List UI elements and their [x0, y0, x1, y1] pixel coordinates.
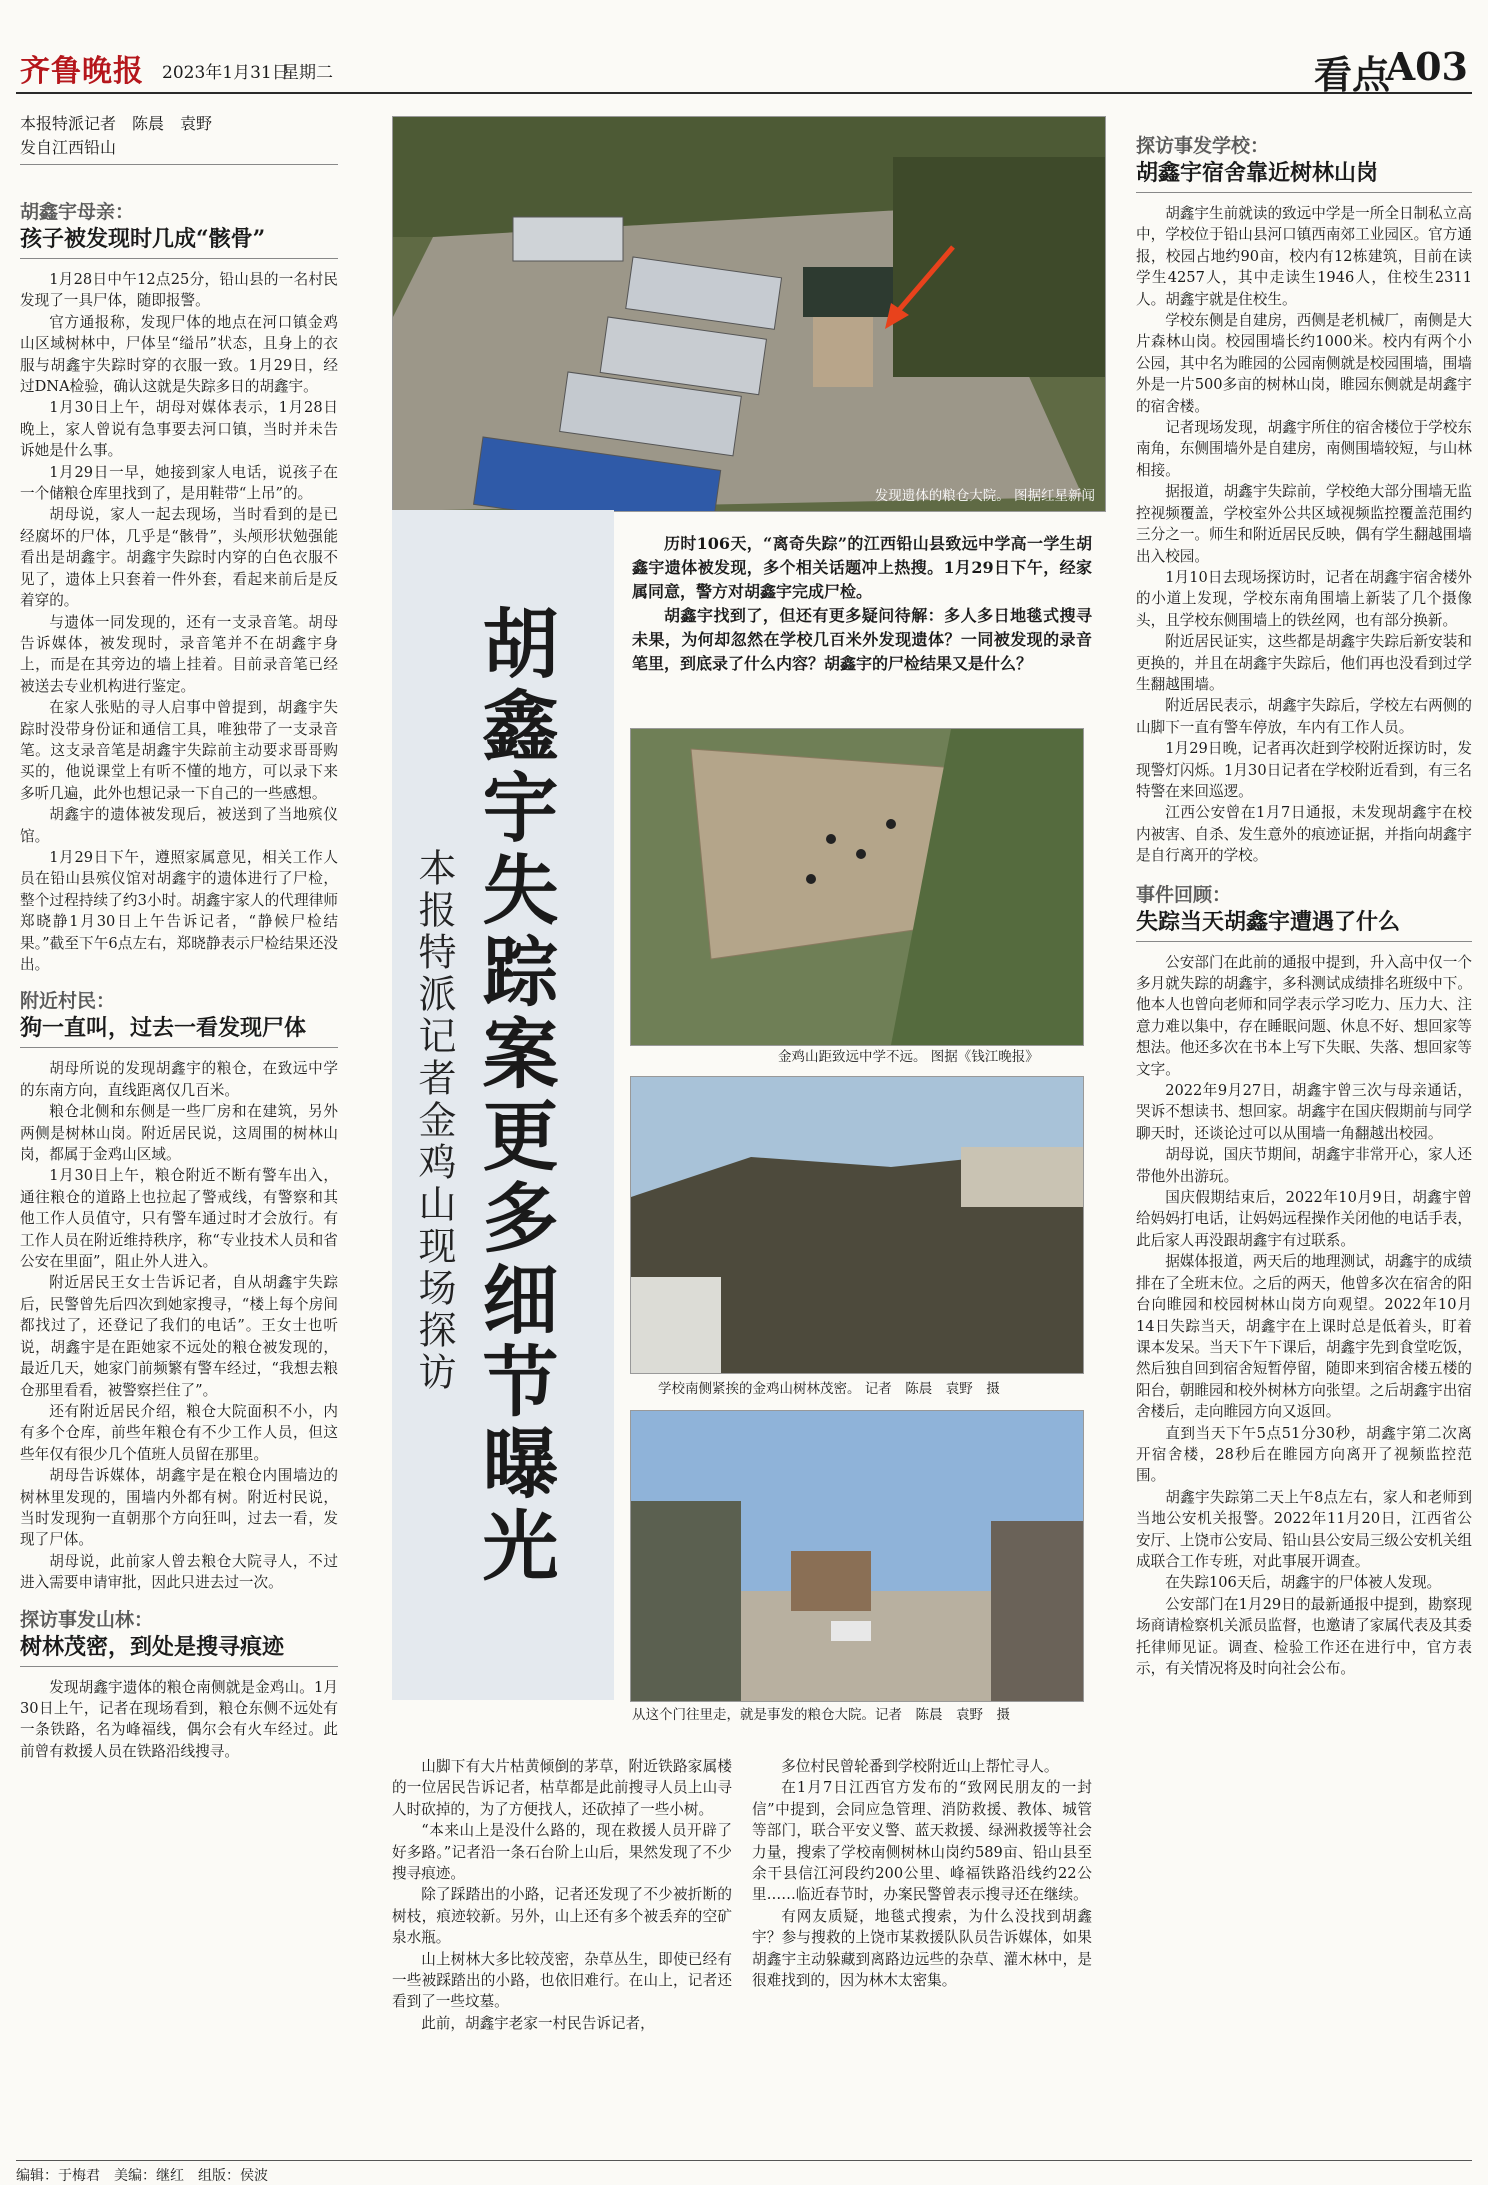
- paragraph: 国庆假期结束后，2022年10月9日，胡鑫宇曾给妈妈打电话，让妈妈远程操作关闭他的电话手表，此后家人再没跟胡鑫宇有过联系。: [1136, 1189, 1472, 1249]
- paragraph: 此前，胡鑫宇老家一村民告诉记者，: [421, 2014, 655, 2032]
- section-tag: 附近村民：: [20, 990, 116, 1013]
- paragraph: 附近居民表示，胡鑫宇失踪后，学校左右两侧的山脚下一直有警车停放，车内有工作人员。: [1136, 697, 1472, 736]
- paragraph: 山上树林大多比较茂密，杂草丛生，即使已经有一些被踩踏出的小路，也依旧难行。在山上，记者还看到了一些坟墓。: [392, 1950, 732, 2011]
- section-tag: 事件回顾：: [1136, 883, 1232, 906]
- section-heading: 胡鑫宇宿舍靠近树林山岗: [1136, 158, 1472, 193]
- paragraph: 1月28日中午12点25分，铅山县的一名村民发现了一具尸体，随即报警。: [20, 271, 338, 310]
- granary-aerial-illustration: [393, 117, 1105, 511]
- paragraph: 1月29日一早，她接到家人电话，说孩子在一个储粮仓库里找到了，是用鞋带“上吊”的。: [20, 463, 338, 503]
- headline-subtitle: 本报特派记者金鸡山现场探访: [412, 848, 456, 1394]
- section-heading: 失踪当天胡鑫宇遭遇了什么: [1136, 907, 1472, 942]
- paragraph: 胡母说，此前家人曾去粮仓大院寻人，不过进入需要申请审批，因此只进去过一次。: [20, 1552, 338, 1592]
- section-body: [20, 1058, 338, 1593]
- photo-caption: 从这个门往里走，就是事发的粮仓大院。记者 陈晨 袁野 摄: [632, 1707, 1010, 1723]
- paragraph: 1月10日去现场探访时，记者在胡鑫宇宿舍楼外的小道上发现，学校东南角围墙上新装了几个摄像头，且学校东侧围墙上的铁丝网，也有部分换新。: [1136, 568, 1472, 629]
- section-body: [20, 1677, 338, 1763]
- byline-reporters: 本报特派记者 陈晨 袁野: [20, 114, 213, 133]
- lead-paragraph: 胡鑫宇找到了，但还有更多疑问待解：多人多日地毯式搜寻未果，为何却忽然在学校几百米外发现遗体？一同被发现的录音笔里，到底录了什么内容？胡鑫宇的尸检结果又是什么？: [632, 606, 1092, 673]
- paragraph: 发现胡鑫宇遗体的粮仓南侧就是金鸡山。1月30日上午，记者在现场看到，粮仓东侧不远处有一条铁路，名为峰福线，偶尔会有火车经过。此前曾有救援人员在铁路沿线搜寻。: [20, 1678, 338, 1760]
- byline: [20, 112, 338, 165]
- forest-photo: [630, 1076, 1084, 1374]
- issue-weekday: 星期二: [282, 63, 333, 83]
- section-heading: 树林茂密，到处是搜寻痕迹: [20, 1632, 338, 1667]
- byline-location: 发自江西铅山: [20, 138, 117, 157]
- paragraph: 直到当天下午5点51分30秒，胡鑫宇第二次离开宿舍楼，28秒后在睢园方向离开了视频监控范围。: [1136, 1424, 1472, 1485]
- newspaper-logo: 齐鲁晚报: [20, 54, 144, 89]
- paragraph: 胡鑫宇失踪第二天上午8点左右，家人和老师到当地公安机关报警。2022年11月20日，江西省公安厅、上饶市公安局、铅山县公安局三级公安机关组成联合工作专班，对此事展开调查。: [1136, 1488, 1472, 1570]
- paragraph: “本来山上是没什么路的，现在救援人员开辟了好多路。”记者沿一条石台阶上山后，果然发现了不少搜寻痕迹。: [392, 1822, 732, 1883]
- granary-gate-photo: [630, 1410, 1084, 1702]
- paragraph: 胡母所说的发现胡鑫宇的粮仓，在致远中学的东南方向，直线距离仅几百米。: [20, 1060, 338, 1099]
- paragraph: 据报道，胡鑫宇失踪前，学校绝大部分围墙无监控视频覆盖，学校室外公共区域视频监控覆盖范围约三分之一。师生和附近居民反映，偶有学生翻越围墙出入校园。: [1136, 483, 1472, 565]
- paragraph: 与遗体一同发现的，还有一支录音笔。胡母告诉媒体，被发现时，录音笔并不在胡鑫宇身上，而是在其旁边的墙上挂着。目前录音笔已经被送去专业机构进行鉴定。: [20, 613, 338, 695]
- section-body: [20, 269, 338, 975]
- photo-caption: 学校南侧紧挨的金鸡山树林茂密。 记者 陈晨 袁野 摄: [658, 1381, 1000, 1397]
- paragraph: 在家人张贴的寻人启事中曾提到，胡鑫宇失踪时没带身份证和通信工具，唯独带了一支录音笔。这支录音笔是胡鑫宇失踪前主动要求哥哥购买的，他说课堂上有听不懂的地方，可以录下来多听几遍，此外也想记录一下自己的一些感想。: [20, 699, 338, 802]
- section-tag: 探访事发山林：: [20, 1608, 154, 1631]
- paragraph: 1月30日上午，粮仓附近不断有警车出入，通往粮仓的道路上也拉起了警戒线，有警察和其他工作人员值守，只有警车通过时才会放行。有工作人员在附近维持秩序，称“专业技术人员和省公安在里面”，阻止外人进入。: [20, 1167, 338, 1271]
- paragraph: 公安部门在1月29日的最新通报中提到，勘察现场商请检察机关派员监督，也邀请了家属代表及其委托律师见证。调查、检验工作还在进行中，官方表示，有关情况将及时向社会公布。: [1136, 1595, 1472, 1677]
- paragraph: 多位村民曾轮番到学校附近山上帮忙寻人。: [781, 1758, 1059, 1775]
- paragraph: 胡鑫宇的遗体被发现后，被送到了当地殡仪馆。: [20, 806, 338, 845]
- center-column-2: [752, 1756, 1092, 1991]
- section-heading: 狗一直叫，过去一看发现尸体: [20, 1013, 338, 1048]
- paragraph: 还有附近居民介绍，粮仓大院面积不小，内有多个仓库，前些年粮仓有不少工作人员，但这些年仅有很少几个值班人员留在那里。: [20, 1402, 338, 1463]
- paragraph: 粮仓北侧和东侧是一些厂房和在建筑，另外两侧是树林山岗。附近居民说，这周围的树林山岗，都属于金鸡山区域。: [20, 1103, 338, 1164]
- page-number: A03: [1385, 44, 1468, 89]
- lead-paragraph: 历时106天，“离奇失踪”的江西铅山县致远中学高一学生胡鑫宇遗体被发现，多个相关话题冲上热搜。1月29日下午，经家属同意，警方对胡鑫宇完成尸检。: [632, 534, 1092, 601]
- right-column: [1136, 134, 1472, 1679]
- paragraph: 官方通报称，发现尸体的地点在河口镇金鸡山区域树林中，尸体呈“缢吊”状态，且身上的衣服与胡鑫宇失踪时穿的衣服一致。1月29日，经过DNA检验，确认这就是失踪多日的胡鑫宇。: [20, 313, 338, 396]
- paragraph: 江西公安曾在1月7日通报，未发现胡鑫宇在校内被害、自杀、发生意外的痕迹证据，并指向胡鑫宇是自行离开的学校。: [1136, 804, 1472, 865]
- footer-credits: 编辑：于梅君 美编：继红 组版：侯波: [16, 2160, 1472, 2185]
- granary-aerial-photo: [392, 116, 1106, 512]
- center-column-1: [392, 1756, 732, 2034]
- masthead: [16, 36, 1472, 97]
- paragraph: 在1月7日江西官方发布的“致网民朋友的一封信”中提到，会同应急管理、消防救援、教体、城管等部门，联合平安义警、蓝天救援、绿洲救援等社会力量，搜索了学校南侧树林山岗约589亩、铅山县至余干县信江河段约200公里、峰福铁路沿线约22公里……临近春节时，办案民警曾表示搜寻还在继续。: [752, 1779, 1092, 1904]
- section-tag: 探访事发学校：: [1136, 135, 1270, 157]
- section-heading: 孩子被发现时几成“骸骨”: [20, 224, 338, 259]
- paragraph: 记者现场发现，胡鑫宇所住的宿舍楼位于学校东南角，东侧围墙外是自建房，南侧围墙较短，与山林相接。: [1136, 419, 1472, 479]
- paragraph: 公安部门在此前的通报中提到，升入高中仅一个多月就失踪的胡鑫宇，多科测试成绩排名班级中下。他本人也曾向老师和同学表示学习吃力、压力大、注意力难以集中，存在睡眠问题、休息不好、想回家等想法。他还多次在书本上写下失眠、失落、想回家等文字。: [1136, 953, 1472, 1078]
- photo-caption: 发现遗体的粮仓大院。 图据红星新闻: [874, 488, 1095, 504]
- section-name: 看点: [1313, 52, 1390, 97]
- lead-paragraphs: [632, 532, 1092, 676]
- section-body: [1136, 952, 1472, 1680]
- paragraph: 胡母告诉媒体，胡鑫宇是在粮仓内围墙边的树林里发现的，围墙内外都有树。附近村民说，当时发现狗一直朝那个方向狂叫，过去一看，发现了尸体。: [20, 1467, 338, 1549]
- paragraph: 1月30日上午，胡母对媒体表示，1月28日晚上，家人曾说有急事要去河口镇，当时并未告诉她是什么事。: [20, 399, 338, 460]
- paragraph: 1月29日晚，记者再次赶到学校附近探访时，发现警灯闪烁。1月30日记者在学校附近看到，有三名特警在来回巡逻。: [1136, 740, 1472, 800]
- paragraph: 学校东侧是自建房，西侧是老机械厂，南侧是大片森林山岗。校园围墙长约1000米。校内有两个小公园，其中名为睢园的公园南侧就是校园围墙，围墙外是一片500多亩的树林山岗，睢园东侧就是胡鑫宇的宿舍楼。: [1136, 312, 1472, 415]
- photo-caption: 金鸡山距致远中学不远。 图据《钱江晚报》: [778, 1049, 1039, 1065]
- paragraph: 1月29日下午，遵照家属意见，相关工作人员在铅山县殡仪馆对胡鑫宇的遗体进行了尸检，整个过程持续了约3小时。胡鑫宇家人的代理律师郑晓静1月30日上午告诉记者，“静候尸检结果。”截至下午6点左右，郑晓静表示尸检结果还没出。: [20, 848, 338, 973]
- section-body: [1136, 203, 1472, 867]
- paragraph: 胡母说，家人一起去现场，当时看到的是已经腐坏的尸体，几乎是“骸骨”，头颅形状勉强能看出是胡鑫宇。胡鑫宇失踪时内穿的白色衣服不见了，遗体上只套着一件外套，看起来前后是反着穿的。: [20, 506, 338, 610]
- forest-illustration: [631, 1077, 1083, 1373]
- paragraph: 附近居民证实，这些都是胡鑫宇失踪后新安装和更换的，并且在胡鑫宇失踪后，他们再也没看到过学生翻越围墙。: [1136, 633, 1472, 693]
- paragraph: 据媒体报道，两天后的地理测试，胡鑫宇的成绩排在了全班末位。之后的两天，他曾多次在宿舍的阳台向睢园和校园树林山岗方向观望。2022年10月14日失踪当天，胡鑫宇在上课时总是低着头，盯着课本发呆。当天下午下课后，胡鑫宇先到食堂吃饭，然后独自回到宿舍短暂停留，随即来到宿舍楼五楼的阳台，朝睢园和校外树林方向张望。之后胡鑫宇出宿舍楼后，走向睢园方向又返回。: [1136, 1253, 1472, 1421]
- paragraph: 胡鑫宇生前就读的致远中学是一所全日制私立高中，学校位于铅山县河口镇西南郊工业园区。官方通报，校园占地约90亩，校内有12栋建筑，目前在读学生4257人，其中走读生1946人，住校生2311人。胡鑫宇就是住校生。: [1136, 205, 1472, 308]
- paragraph: 有网友质疑，地毯式搜索，为什么没找到胡鑫宇？参与搜救的上饶市某救援队队员告诉媒体，如果胡鑫宇主动躲藏到离路边远些的杂草、灌木林中，是很难找到的，因为林木太密集。: [752, 1907, 1092, 1990]
- mountain-aerial-photo: [630, 728, 1084, 1046]
- paragraph: 附近居民王女士告诉记者，自从胡鑫宇失踪后，民警曾先后四次到她家搜寻，“楼上每个房间都找过了，还登记了我们的电话”。王女士也听说，胡鑫宇是在距她家不远处的粮仓被发现的，最近几天，她家门前频繁有警车经过，“我想去粮仓那里看看，被警察拦住了”。: [20, 1274, 338, 1399]
- issue-date: 2023年1月31日: [162, 63, 289, 83]
- paragraph: 胡母说，国庆节期间，胡鑫宇非常开心，家人还带他外出游玩。: [1136, 1146, 1472, 1185]
- paragraph: 除了踩踏出的小路，记者还发现了不少被折断的树枝，痕迹较新。另外，山上还有多个被丢弃的空矿泉水瓶。: [392, 1886, 732, 1947]
- paragraph: 在失踪106天后，胡鑫宇的尸体被人发现。: [1165, 1574, 1442, 1592]
- mountain-aerial-illustration: [631, 729, 1083, 1045]
- granary-gate-illustration: [631, 1411, 1083, 1701]
- section-tag: 胡鑫宇母亲：: [20, 201, 135, 223]
- paragraph: 2022年9月27日，胡鑫宇曾三次与母亲通话，哭诉不想读书、想回家。胡鑫宇在国庆假期前与同学聊天时，还谈论过可以从围墙一角翻越出校园。: [1136, 1082, 1472, 1142]
- paragraph: 山脚下有大片枯黄倾倒的茅草，附近铁路家属楼的一位居民告诉记者，枯草都是此前搜寻人员上山寻人时砍掉的，为了方便找人，还砍掉了一些小树。: [392, 1758, 732, 1818]
- left-column: [20, 200, 338, 2040]
- headline-title: 胡鑫宇失踪案更多细节曝光: [470, 604, 559, 1588]
